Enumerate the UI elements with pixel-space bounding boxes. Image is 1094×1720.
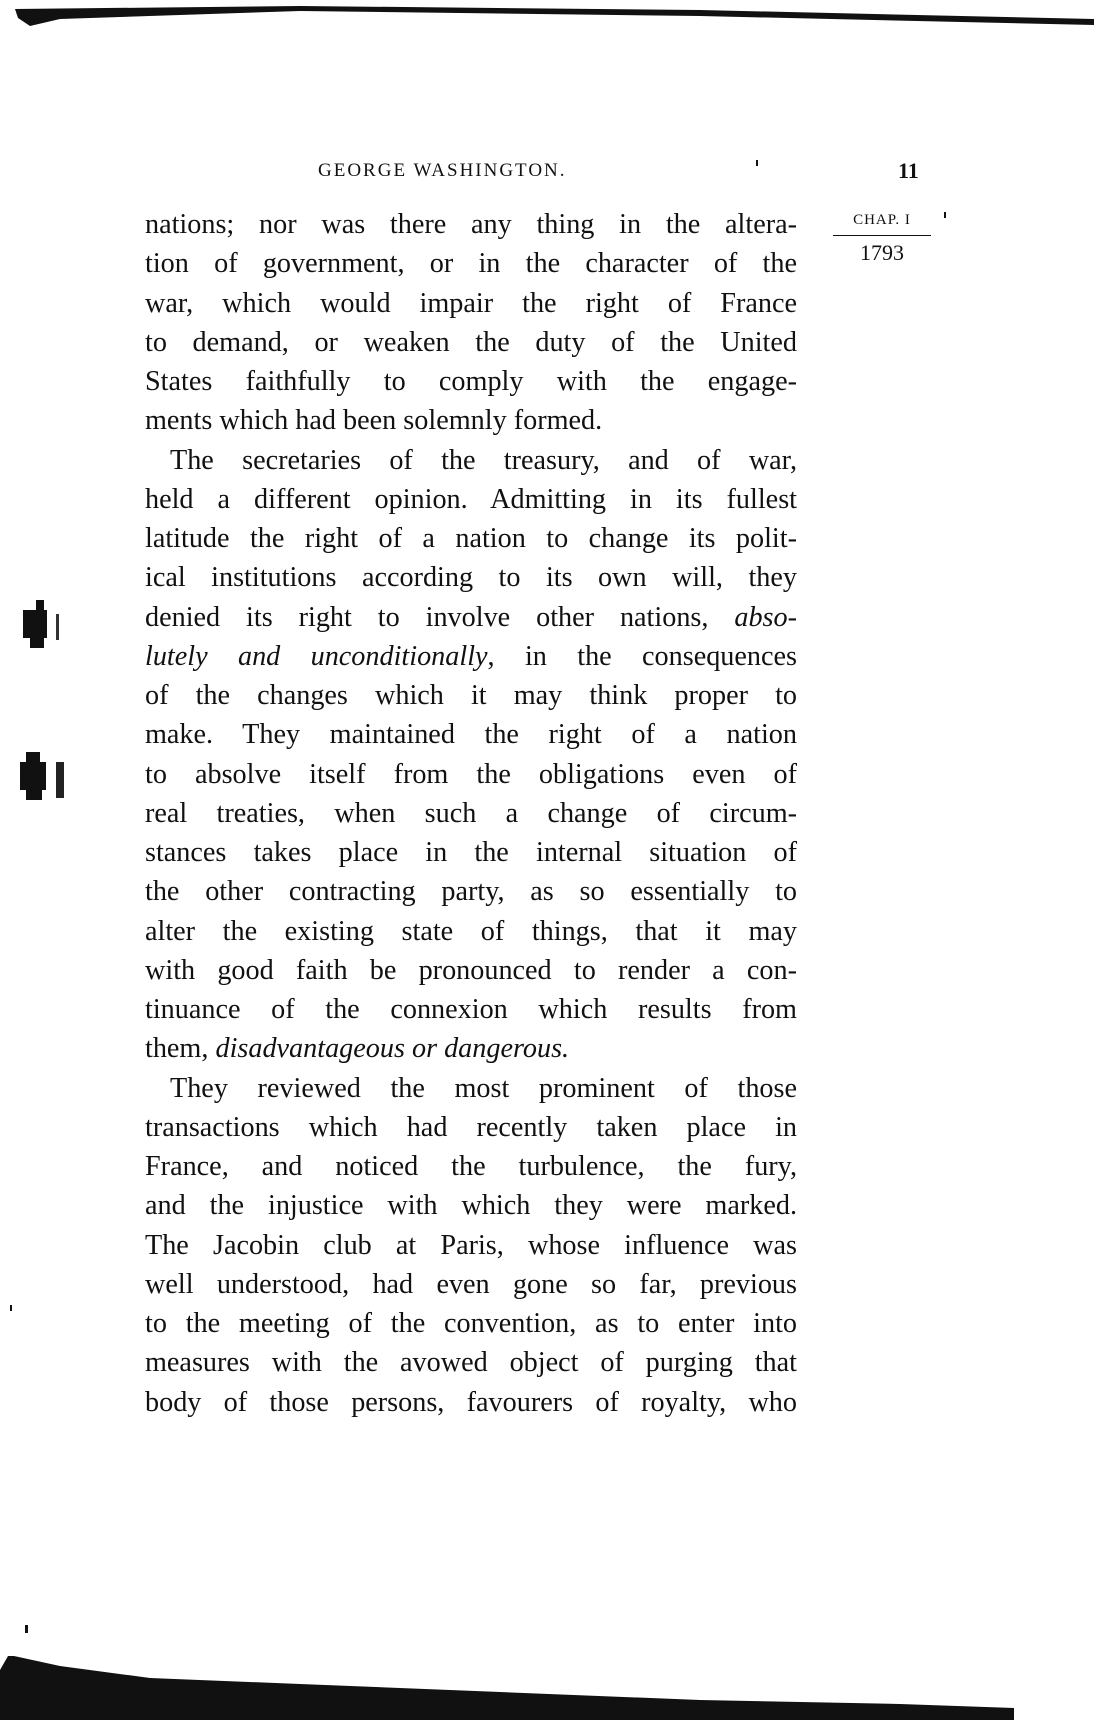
speck [10, 1305, 12, 1311]
body-text [145, 205, 797, 1422]
text-line: latitude the right of a nation to change its polit- [145, 523, 797, 554]
text-fragment: denied its right to involve other nations, [145, 601, 735, 633]
running-title: GEORGE WASHINGTON. [318, 160, 567, 181]
text-line [145, 637, 797, 676]
text-line: real treaties, when such a change of circum- [145, 797, 797, 829]
text-fragment: , in the consequences [487, 640, 797, 672]
text-line: nations; nor was there any thing in the altera- [145, 209, 797, 240]
text-fragment: them, [145, 1033, 216, 1065]
text-line: to absolve itself from the obligations even of [145, 758, 797, 790]
text-line: stances takes place in the internal situation of [145, 837, 797, 868]
text-line: well understood, had even gone so far, previous [145, 1268, 797, 1300]
text-line: war, which would impair the right of France [145, 287, 797, 319]
scan-edge-bottom [0, 1640, 1094, 1720]
text-line: ments which had been solemnly formed. [145, 405, 603, 437]
text-line: tion of government, or in the character of the [145, 248, 797, 280]
text-line: to demand, or weaken the duty of the United [145, 326, 797, 358]
text-line: The Jacobin club at Paris, whose influence was [145, 1229, 797, 1261]
year-label: 1793 [860, 240, 904, 265]
text-line: of the changes which it may think proper to [145, 680, 797, 711]
text-line: make. They maintained the right of a nation [145, 719, 797, 751]
page-number: 11 [898, 158, 919, 183]
text-line: alter the existing state of things, that it may [145, 915, 797, 947]
speck [25, 1625, 28, 1633]
margin-blot-icon [18, 598, 68, 653]
text-line: with good faith be pronounced to render a con- [145, 954, 797, 986]
italic-fragment: disadvantageous or dangerous. [215, 1033, 570, 1065]
text-line: body of those persons, favourers of royalty, who [145, 1386, 797, 1418]
italic-fragment: abso- [734, 601, 797, 633]
scan-edge-top [0, 0, 1094, 30]
text-line: measures with the avowed object of purging that [145, 1347, 797, 1379]
speck [756, 160, 758, 166]
chapter-label: CHAP. I [833, 212, 931, 236]
margin-blot-icon [16, 750, 70, 802]
text-line: transactions which had recently taken place in [145, 1111, 797, 1143]
text-line: France, and noticed the turbulence, the fury, [145, 1151, 797, 1182]
text-line: tinuance of the connexion which results from [145, 994, 797, 1025]
text-line: and the injustice with which they were marked. [145, 1190, 797, 1222]
text-line: the other contracting party, as so essentially to [145, 876, 797, 908]
text-line: held a different opinion. Admitting in its fullest [145, 483, 797, 515]
text-line [145, 1029, 797, 1068]
text-line: ical institutions according to its own will, they [145, 562, 797, 594]
margin-sidenote [833, 212, 931, 266]
speck [944, 212, 946, 218]
text-line: States faithfully to comply with the engage- [145, 366, 797, 397]
text-line [145, 598, 797, 637]
italic-fragment: lutely and unconditionally [145, 640, 488, 672]
text-line: They reviewed the most prominent of those [170, 1072, 797, 1104]
text-line: The secretaries of the treasury, and of war, [170, 444, 797, 476]
text-line: to the meeting of the convention, as to enter into [145, 1308, 797, 1339]
